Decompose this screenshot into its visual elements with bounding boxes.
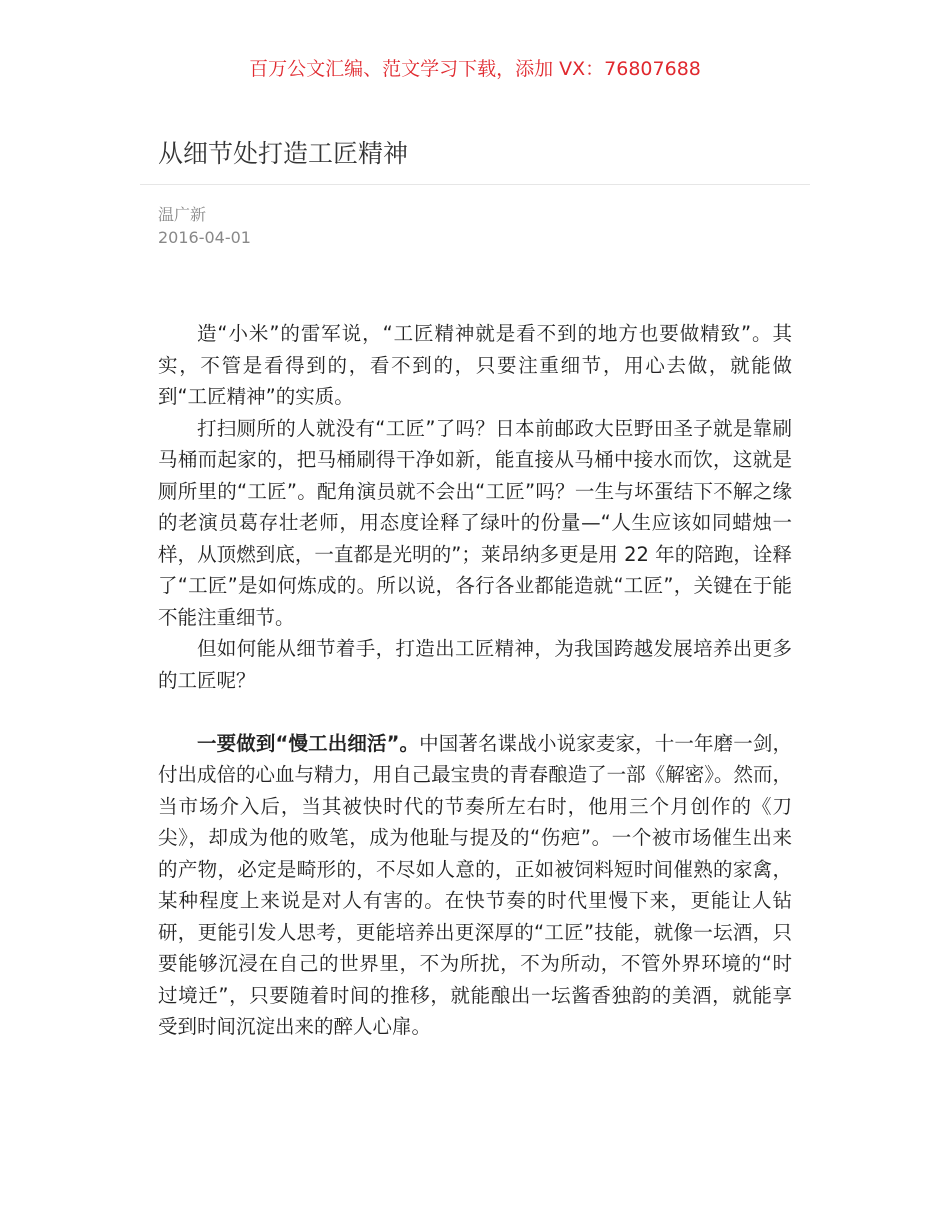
title-divider: [140, 184, 810, 185]
article-body: [158, 318, 792, 1043]
article-meta: [158, 203, 251, 249]
paragraph: 造“小米”的雷军说，“工匠精神就是看不到的地方也要做精致”。其实，不管是看得到的，看不到的，只要注重细节，用心去做，就能做到“工匠精神”的实质。: [158, 322, 792, 408]
promo-banner: 百万公文汇编、范文学习下载，添加 VX：76807688: [249, 58, 701, 80]
publish-date: 2016-04-01: [158, 228, 251, 247]
paragraph: 打扫厕所的人就没有“工匠”了吗？日本前邮政大臣野田圣子就是靠刷马桶而起家的，把马桶刷得干净如新，能直接从马桶中接水而饮，这就是厕所里的“工匠”。配角演员就不会出“工匠”吗？一生与坏蛋结下不解之缘的老演员葛存壮老师，用态度诠释了绿叶的份量—“人生应该如同蜡烛一样，从顶燃到底，一直都是光明的”；莱昂纳多更是用 22 年的陪跑，诠释了“工匠”是如何炼成的。所以说，各行各业都能造就“工匠”，关键在于能不能注重细节。: [158, 416, 792, 629]
paragraph: 但如何能从细节着手，打造出工匠精神，为我国跨越发展培养出更多的工匠呢？: [158, 637, 792, 692]
paragraph-spacer: [158, 696, 792, 728]
article-title: 从细节处打造工匠精神: [158, 139, 409, 168]
author-name: 温广新: [158, 205, 207, 224]
section-text: 中国著名谍战小说家麦家，十一年磨一剑，付出成倍的心血与精力，用自己最宝贵的青春酿造了一部《解密》。然而，当市场介入后，当其被快时代的节奏所左右时，他用三个月创作的《刀尖》，却成为他的败笔，成为他耻与提及的“伤疤”。一个被市场催生出来的产物，必定是畸形的，不尽如人意的，正如被饲料短时间催熟的家禽，某种程度上来说是对人有害的。在快节奏的时代里慢下来，更能让人钻研，更能引发人思考，更能培养出更深厚的“工匠”技能，就像一坛酒，只要能够沉浸在自己的世界里，不为所扰，不为所动，不管外界环境的“时过境迁”，只要随着时间的推移，就能酿出一坛酱香独韵的美酒，就能享受到时间沉淀出来的醉人心扉。: [158, 731, 792, 1038]
section-heading: 一要做到“慢工出细活”。: [197, 731, 420, 755]
section-paragraph: [158, 728, 792, 1043]
